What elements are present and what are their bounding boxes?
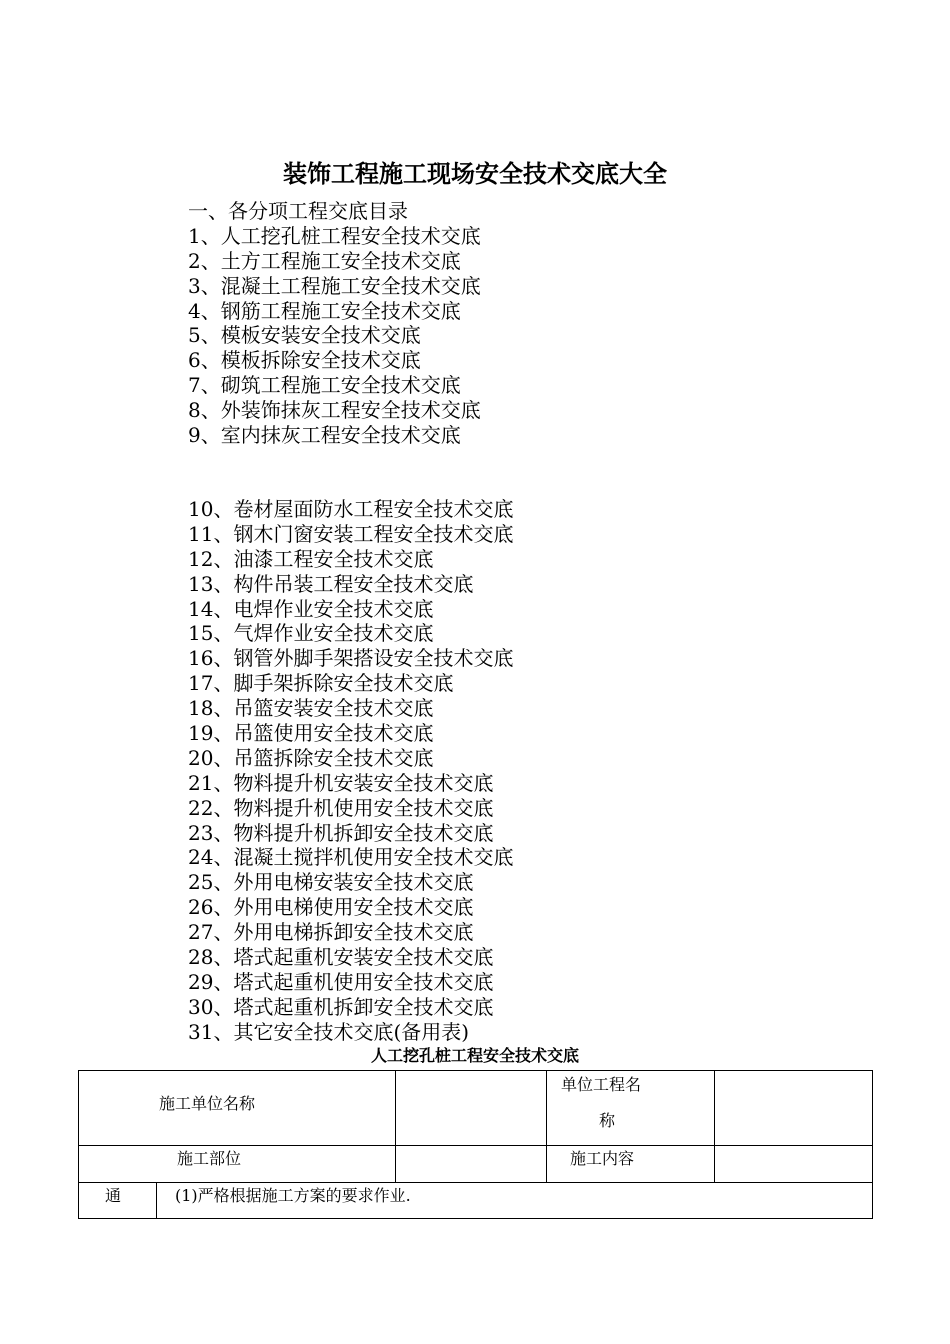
toc-list-part2 (188, 497, 513, 1045)
table-col-divider (714, 1071, 715, 1182)
toc-item: 29、塔式起重机使用安全技术交底 (188, 969, 494, 994)
toc-item: 25、外用电梯安装安全技术交底 (188, 870, 474, 895)
table-col-divider (395, 1071, 396, 1182)
toc-item: 15、气焊作业安全技术交底 (188, 621, 434, 646)
toc-item: 26、外用电梯使用安全技术交底 (188, 895, 474, 920)
toc-item: 11、钢木门窗安装工程安全技术交底 (188, 521, 514, 546)
table-col-divider (546, 1071, 547, 1182)
toc-item: 13、构件吊装工程安全技术交底 (188, 571, 474, 596)
document-title: 装饰工程施工现场安全技术交底大全 (283, 160, 667, 188)
toc-item: 10、卷材屋面防水工程安全技术交底 (188, 497, 514, 521)
toc-item: 5、模板安装安全技术交底 (188, 323, 421, 348)
toc-item: 7、砌筑工程施工安全技术交底 (188, 373, 461, 398)
toc-item: 30、塔式起重机拆卸安全技术交底 (188, 994, 494, 1019)
toc-item: 19、吊篮使用安全技术交底 (188, 721, 434, 746)
toc-heading: 一、各分项工程交底目录 (188, 199, 408, 223)
project-name-label-line1: 单位工程名 (561, 1075, 642, 1094)
toc-item: 18、吊篮安装安全技术交底 (188, 696, 434, 721)
toc-item: 3、混凝土工程施工安全技术交底 (188, 273, 481, 298)
toc-item: 17、脚手架拆除安全技术交底 (188, 671, 454, 696)
table-row-divider (79, 1182, 872, 1183)
content-label: 施工内容 (570, 1149, 635, 1168)
toc-item: 14、电焊作业安全技术交底 (188, 596, 434, 621)
toc-item: 31、其它安全技术交底(备用表) (188, 1019, 470, 1044)
toc-item: 23、物料提升机拆卸安全技术交底 (188, 820, 494, 845)
toc-item: 28、塔式起重机安装安全技术交底 (188, 945, 494, 970)
toc-item: 2、土方工程施工安全技术交底 (188, 248, 461, 273)
section-title: 人工挖孔桩工程安全技术交底 (370, 1046, 579, 1065)
table-row-divider (79, 1145, 872, 1146)
toc-item: 4、钢筋工程施工安全技术交底 (188, 298, 461, 323)
toc-item: 20、吊篮拆除安全技术交底 (188, 745, 434, 770)
toc-item: 6、模板拆除安全技术交底 (188, 348, 421, 373)
toc-item: 9、室内抹灰工程安全技术交底 (188, 423, 461, 448)
toc-item: 24、混凝土搅拌机使用安全技术交底 (188, 845, 514, 870)
project-name-label-line2: 称 (599, 1111, 616, 1130)
disclosure-table (78, 1070, 873, 1219)
toc-item: 12、油漆工程安全技术交底 (188, 546, 434, 571)
toc-list-part1 (188, 199, 481, 448)
toc-item: 1、人工挖孔桩工程安全技术交底 (188, 223, 481, 248)
toc-item: 27、外用电梯拆卸安全技术交底 (188, 920, 474, 945)
location-label: 施工部位 (177, 1149, 242, 1168)
unit-name-label: 施工单位名称 (159, 1094, 256, 1113)
toc-item: 8、外装饰抹灰工程安全技术交底 (188, 398, 481, 423)
toc-item: 22、物料提升机使用安全技术交底 (188, 795, 494, 820)
row3-text: (1)严格根据施工方案的要求作业. (175, 1186, 411, 1205)
toc-item: 16、钢管外脚手架搭设安全技术交底 (188, 646, 514, 671)
row3-label: 通 (105, 1186, 122, 1205)
table-col-divider (156, 1182, 157, 1219)
toc-item: 21、物料提升机安装安全技术交底 (188, 770, 494, 795)
